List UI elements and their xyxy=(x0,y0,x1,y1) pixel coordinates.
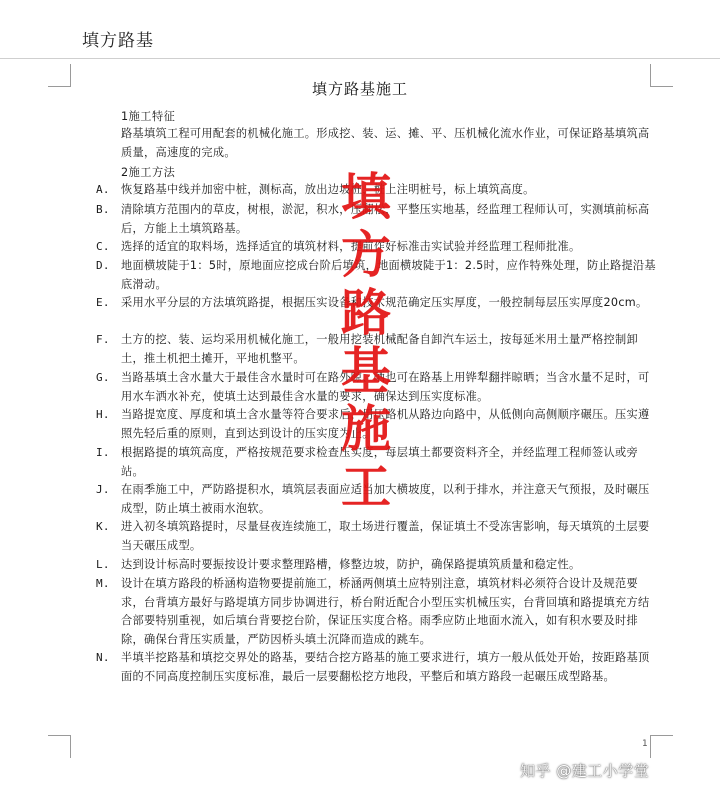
item-text: 在雨季施工中，严防路提积水，填筑层表面应适当加大横坡度，以利于排水，并注意天气预报，及时碾压成型，防止填土被雨水泡软。 xyxy=(121,483,650,515)
item-text: 达到设计标高时要振按设计要求整理路槽，修整边坡，防护，确保路提填筑质量和稳定性。 xyxy=(121,558,581,571)
overlay-char: 方 xyxy=(341,226,391,284)
item-letter: M. xyxy=(96,577,110,590)
page-number: 1 xyxy=(642,739,648,749)
zhihu-watermark: 知乎 @建工小学堂 xyxy=(520,762,650,780)
overlay-char: 填 xyxy=(341,168,391,226)
red-overlay-caption xyxy=(336,168,396,516)
crop-mark-bottom-left xyxy=(48,735,71,758)
document-title: 填方路基施工 xyxy=(311,80,408,98)
item-text: 半填半挖路基和填挖交界处的路基，要结合挖方路基的施工要求进行，填方一般从低处开始，按距路基顶面的不同高度控制压实度标准，最后一层要翻松挖方地段，平整后和填方路段一起碾压成型路基。 xyxy=(121,651,650,683)
item-letter: D. xyxy=(96,259,110,272)
item-text: 选择的适宜的取料场，选择适宜的填筑材料，提前作好标准击实试验并经监理工程师批准。 xyxy=(121,240,581,253)
item-letter: N. xyxy=(96,651,110,664)
method-item-n xyxy=(96,649,656,686)
item-text: 土方的挖、装、运均采用机械化施工，一般用挖装机械配备自卸汽车运土，按每延米用土量严格控制卸土，推土机把土摊开，平地机整平。 xyxy=(121,333,638,365)
item-text: 当路基填土含水量大于最佳含水量时可在路外晾、晒也可在路基上用铧犁翻拌晾晒；当含水量不足时，可用水车洒水补充，使填土达到最佳含水量的要求，确保达到压实度标准。 xyxy=(121,371,650,403)
overlay-char: 工 xyxy=(341,458,391,516)
overlay-char: 基 xyxy=(341,342,391,400)
item-text: 当路提宽度、厚度和填土含水量等符合要求后，用压路机从路边向路中，从低侧向高侧顺序碾压。压实遵照先轻后重的原则，直到达到设计的压实度为止。 xyxy=(121,408,650,440)
item-letter: G. xyxy=(96,371,110,384)
item-letter: A. xyxy=(96,183,110,196)
item-letter: J. xyxy=(96,483,110,496)
section-heading-features: 1施工特征 xyxy=(121,110,176,123)
item-letter: F. xyxy=(96,333,110,346)
method-item-l xyxy=(96,556,656,575)
item-letter: K. xyxy=(96,520,110,533)
item-text: 设计在填方路段的桥涵构造物要提前施工，桥涵两侧填土应特别注意，填筑材料必须符合设计及规范要求，台背填方最好与路堤填方同步协调进行，桥台附近配合小型压实机械压实，台背回填和路提填充方结合部要特别重视，如后填台背要挖台阶，保证压实度合格。雨季应防止地面水流入，如有积水要及时排除，确保台背压实质量，严防因桥头填土沉降而造成的跳车。 xyxy=(121,577,650,646)
item-letter: H. xyxy=(96,408,110,421)
item-text: 恢复路基中线并加密中桩，测标高，放出边坡桩，桩上注明桩号，标上填筑高度。 xyxy=(121,183,535,196)
crop-mark-bottom-right xyxy=(650,735,673,758)
item-text: 根据路提的填筑高度，严格按规范要求检查压实度，每层填土都要资料齐全，并经监理工程师签认或旁站。 xyxy=(121,446,638,478)
method-item-k xyxy=(96,518,656,555)
item-text: 地面横坡陡于1：5时，原地面应挖成台阶后填筑，地面横坡陡于1：2.5时，应作特殊处理，防止路提沿基底滑动。 xyxy=(121,259,656,291)
section-text-features: 路基填筑工程可用配套的机械化施工。形成挖、装、运、摊、平、压机械化流水作业，可保证路基填筑高质量，高速度的完成。 xyxy=(121,127,650,159)
method-item-m xyxy=(96,575,656,649)
item-text: 清除填方范围内的草皮，树根，淤泥，积水，压翻松，平整压实地基，经监理工程师认可，实测填前标高后，方能上土填筑路基。 xyxy=(121,203,650,235)
overlay-char: 路 xyxy=(341,284,391,342)
overlay-char: 施 xyxy=(341,400,391,458)
item-letter: E. xyxy=(96,296,110,309)
section-heading-methods: 2施工方法 xyxy=(121,166,176,179)
item-letter: B. xyxy=(96,203,110,216)
item-letter: C. xyxy=(96,240,110,253)
item-letter: I. xyxy=(96,446,110,459)
item-text: 采用水平分层的方法填筑路提，根据压实设备和技术规范确定压实厚度，一般控制每层压实厚度20cm。 xyxy=(121,296,648,309)
item-letter: L. xyxy=(96,558,110,571)
item-text: 进入初冬填筑路提时，尽量昼夜连续施工，取土场进行覆盖，保证填土不受冻害影响，每天填筑的土层要当天碾压成型。 xyxy=(121,520,650,552)
document-header-title: 填方路基 xyxy=(82,31,154,51)
